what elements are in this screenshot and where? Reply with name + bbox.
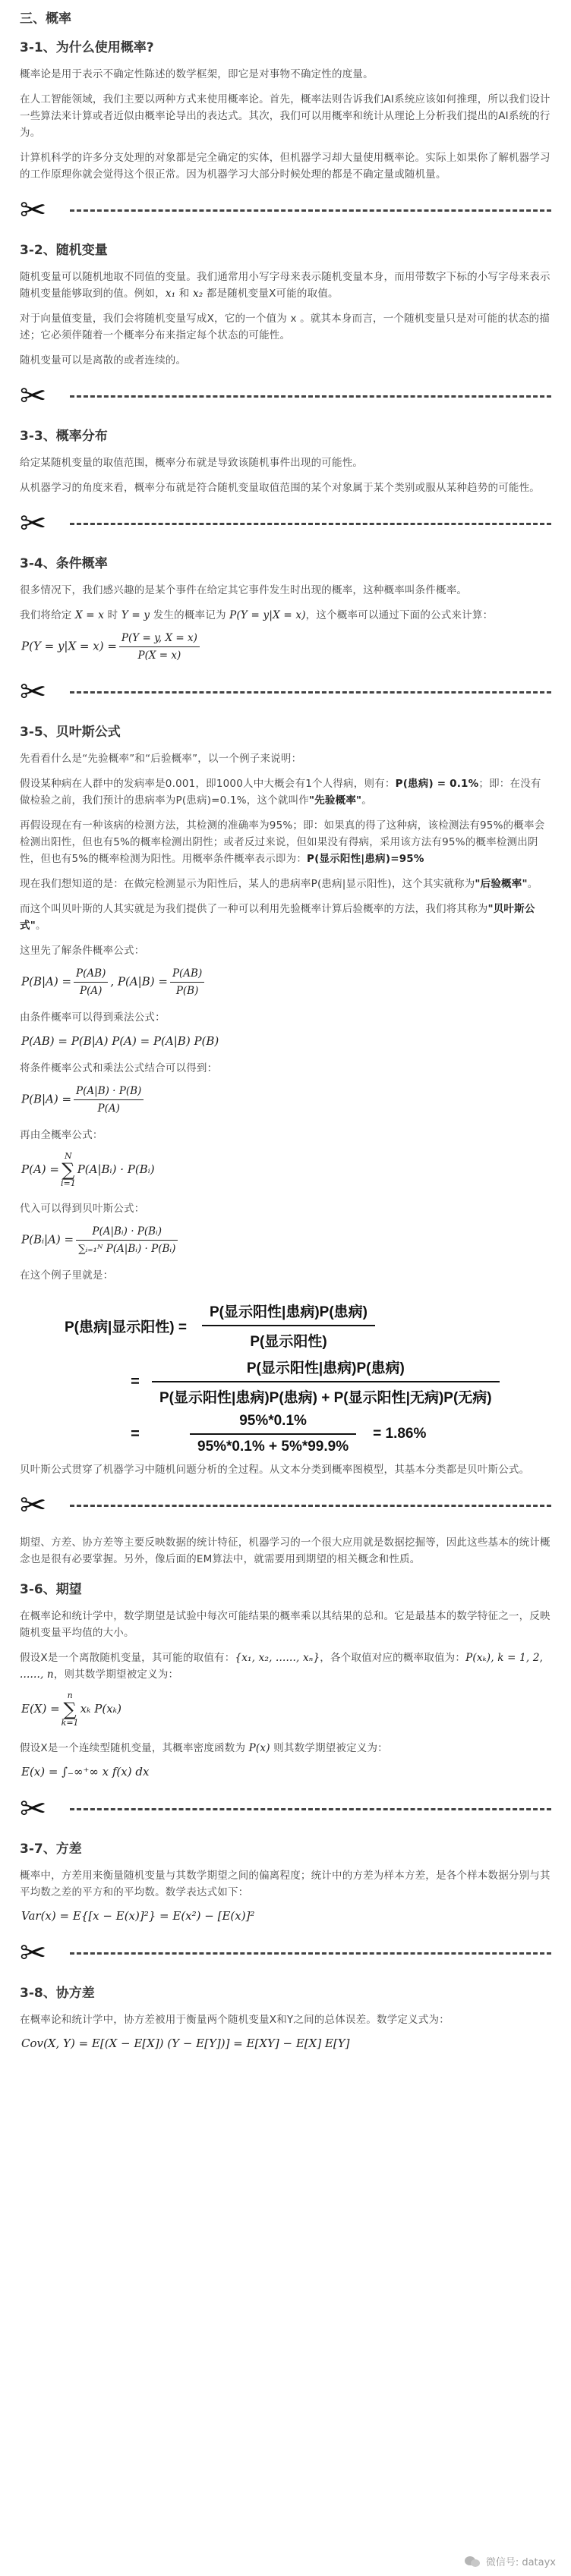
paragraph: 在概率论和统计学中，协方差被用于衡量两个随机变量X和Y之间的总体误差。数学定义式为： bbox=[20, 2014, 450, 2026]
paragraph: 在概率论和统计学中，数学期望是试验中每次可能结果的概率乘以其结果的总和。它是最基本的数学特征之一，反映随机变量平均值的大小。 bbox=[20, 1610, 550, 1639]
denominator: P(B) bbox=[175, 985, 199, 997]
math-set: {x₁, x₂, ......, xₙ} bbox=[235, 1652, 320, 1664]
paragraph bbox=[20, 901, 551, 934]
heading-3-5: 3-5、贝叶斯公式 bbox=[20, 725, 121, 740]
formula-combined bbox=[21, 1085, 551, 1115]
wechat-icon bbox=[465, 2555, 481, 2568]
text-span: 和 bbox=[175, 288, 193, 300]
paragraph: 将条件概率公式和乘法公式结合可以得到： bbox=[20, 1062, 218, 1074]
bayes-lhs: P(患病|显示阳性) = bbox=[64, 1319, 187, 1335]
paragraph: 给定某随机变量的取值范围，概率分布就是导致该随机事件出现的可能性。 bbox=[20, 457, 364, 469]
scissor-divider bbox=[20, 505, 551, 542]
scissor-divider bbox=[20, 1487, 551, 1524]
text-span: 假设某种病在人群中的发病率是0.001，即1000人中大概会有1个人得病，则有： bbox=[20, 778, 396, 790]
bayes-row bbox=[20, 1413, 551, 1455]
scissors-icon: ✂ bbox=[20, 191, 47, 228]
formula-multiplication: P(AB) = P(B|A) P(A) = P(A|B) P(B) bbox=[21, 1034, 219, 1048]
scissors-icon: ✂ bbox=[20, 1790, 47, 1827]
bold-span: "后验概率" bbox=[475, 878, 528, 890]
formula-rhs: xₖ P(xₖ) bbox=[80, 1702, 121, 1716]
text-span: ；即：在没有做检验之前，我们预计的患病率为P(患病)=0.1%，这个就叫作 bbox=[20, 778, 541, 807]
sum-upper: N bbox=[65, 1151, 72, 1161]
dashed-line bbox=[70, 395, 551, 398]
dashed-line bbox=[70, 1505, 551, 1507]
fraction bbox=[119, 632, 200, 662]
paragraph bbox=[20, 1650, 551, 1683]
text-span: 发生的概率记为 bbox=[150, 609, 230, 621]
formula-lhs: P(B|A) = bbox=[21, 1092, 72, 1106]
denominator: 95%*0.1% + 5%*99.9% bbox=[197, 1439, 349, 1455]
bold-span: "先验概率" bbox=[308, 794, 362, 807]
denominator: P(A) bbox=[80, 985, 103, 997]
text-span: 我们将给定 bbox=[20, 609, 75, 621]
text-span: ，这个概率可以通过下面的公式来计算： bbox=[305, 609, 494, 621]
fraction bbox=[76, 1225, 178, 1255]
formula-lhs: P(Y = y|X = x) = bbox=[21, 639, 117, 653]
denominator: P(显示阳性) bbox=[250, 1334, 327, 1350]
paragraph: 在人工智能领域，我们主要以两种方式来使用概率论。首先，概率法则告诉我们AI系统应该如何推理，所以我们设计一些算法来计算或者近似由概率论导出的表达式。其次，我们可以用概率和统计从理论上分析我们提出的AI系统的行为。 bbox=[20, 93, 550, 139]
bayes-row bbox=[20, 1357, 551, 1407]
denominator: P(显示阳性|患病)P(患病) + P(显示阳性|无病)P(无病) bbox=[159, 1390, 492, 1406]
paragraph: 再由全概率公式： bbox=[20, 1129, 103, 1141]
numerator: P(AB) bbox=[74, 967, 108, 983]
page-title: 三、概率 bbox=[20, 11, 71, 27]
scissor-divider bbox=[20, 674, 551, 710]
paragraph: 概率中，方差用来衡量随机变量与其数学期望之间的偏离程度；统计中的方差为样本方差，是各个样本数据分别与其平均数之差的平方和的平均数。数学表达式如下： bbox=[20, 1870, 550, 1898]
math-x1: x₁ bbox=[165, 288, 176, 300]
heading-3-6: 3-6、期望 bbox=[20, 1582, 82, 1597]
heading-3-1: 3-1、为什么使用概率? bbox=[20, 40, 154, 55]
math-density: P(x) bbox=[248, 1742, 270, 1754]
wechat-watermark bbox=[465, 2554, 556, 2568]
text-span: 现在我们想知道的是：在做完检测显示为阳性后，某人的患病率P(患病|显示阳性)，这个其实就称为 bbox=[20, 878, 475, 890]
fraction bbox=[74, 1085, 144, 1115]
scissor-divider bbox=[20, 378, 551, 414]
dashed-line bbox=[70, 691, 551, 694]
scissors-icon: ✂ bbox=[20, 1486, 47, 1524]
text-span: 假设X是一个连续型随机变量，其概率密度函数为 bbox=[20, 1742, 249, 1754]
formula-lhs: P(B|A) = bbox=[21, 974, 72, 989]
formula-variance: Var(x) = E{[x − E(x)]²} = E(x²) − [E(x)]² bbox=[21, 1909, 255, 1923]
text-span: ，则其数学期望被定义为： bbox=[53, 1669, 179, 1681]
math-x: X = x bbox=[75, 609, 105, 621]
heading-3-7: 3-7、方差 bbox=[20, 1842, 82, 1857]
paragraph: 贝叶斯公式贯穿了机器学习中随机问题分析的全过程。从文本分类到概率图模型，其基本分类都是贝叶斯公式。 bbox=[20, 1464, 530, 1476]
text-span: 。 bbox=[527, 878, 538, 890]
paragraph: 代入可以得到贝叶斯公式： bbox=[20, 1203, 145, 1215]
dashed-line bbox=[70, 1952, 551, 1955]
paragraph: 先看看什么是“先验概率”和“后验概率”，以一个例子来说明： bbox=[20, 753, 302, 765]
heading-3-3: 3-3、概率分布 bbox=[20, 429, 108, 444]
heading-3-8: 3-8、协方差 bbox=[20, 1986, 95, 2001]
numerator: P(A|Bᵢ) · P(Bᵢ) bbox=[76, 1225, 178, 1241]
numerator: P(显示阳性|患病)P(患病) bbox=[152, 1357, 500, 1382]
scissors-icon: ✂ bbox=[20, 1934, 47, 1971]
paragraph bbox=[20, 876, 551, 892]
fraction bbox=[74, 967, 108, 997]
sum-symbol: ∑ bbox=[62, 1159, 75, 1181]
numerator: P(Y = y, X = x) bbox=[119, 632, 200, 647]
numerator: P(A|B) · P(B) bbox=[74, 1085, 144, 1100]
text-span: 再假设现在有一种该病的检测方法，其检测的准确率为95%；即：如果真的得了这种病，该检测法有95%的概率会检测出阳性，但也有5%的概率检测出阴性；或者反过来说，但如果没有得病，采用该方法有95%的概率检测出阴性，但也有5%的概率检测为阳性。用概率条件概率表示即为： bbox=[20, 819, 545, 865]
paragraph: 计算机科学的许多分支处理的对象都是完全确定的实体，但机器学习却大量使用概率论。实际上如果你了解机器学习的工作原理你就会觉得这个很正常。因为机器学习大部分时候处理的都是不确定量或随机量。 bbox=[20, 152, 550, 181]
bold-span: "贝叶斯公式" bbox=[20, 903, 535, 932]
fraction bbox=[152, 1357, 500, 1407]
paragraph: 对于向量值变量，我们会将随机变量写成X，它的一个值为 x 。就其本身而言，一个随机变量只是对可能的状态的描述；它必须伴随着一个概率分布来指定每个状态的可能性。 bbox=[20, 313, 550, 341]
formula-bayes bbox=[21, 1225, 551, 1255]
formula-lhs: P(A) = bbox=[21, 1162, 59, 1176]
formula-rhs: P(A|Bᵢ) · P(Bᵢ) bbox=[77, 1162, 155, 1176]
text-span: 假设X是一个离散随机变量，其可能的取值有： bbox=[20, 1652, 235, 1664]
text-span: 。 bbox=[361, 794, 372, 807]
sum-symbol: ∑ bbox=[63, 1699, 77, 1720]
bayes-result: = 1.86% bbox=[373, 1426, 427, 1442]
scissors-icon: ✂ bbox=[20, 673, 47, 710]
text-span: 都是随机变量X可能的取值。 bbox=[203, 288, 339, 300]
bold-span: P(显示阳性|患病)=95% bbox=[307, 853, 424, 865]
denominator: P(A) bbox=[97, 1102, 120, 1115]
formula-conditional-probability bbox=[21, 632, 551, 662]
math-prob: P(xₖ), k = 1, 2, ......, n bbox=[20, 1652, 544, 1681]
paragraph bbox=[20, 775, 551, 809]
heading-3-2: 3-2、随机变量 bbox=[20, 243, 108, 258]
dashed-line bbox=[70, 1808, 551, 1810]
fraction bbox=[202, 1301, 375, 1351]
text-span: 随机变量可以随机地取不同值的变量。我们通常用小写字母来表示随机变量本身，而用带数字下标的小写字母来表示随机变量能够取到的值。例如， bbox=[20, 271, 550, 300]
sum-operator bbox=[62, 1691, 79, 1728]
scissors-icon: ✂ bbox=[20, 377, 47, 414]
paragraph: 由条件概率可以得到乘法公式： bbox=[20, 1011, 166, 1024]
equals-sign: = bbox=[131, 1373, 140, 1390]
text-span: 而这个叫贝叶斯的人其实就是为我们提供了一种可以利用先验概率计算后验概率的方法，我们将其称为 bbox=[20, 903, 488, 915]
formula-conditional bbox=[21, 967, 551, 997]
scissor-divider bbox=[20, 1791, 551, 1827]
paragraph: 这里先了解条件概率公式： bbox=[20, 945, 145, 957]
formula-total-probability bbox=[21, 1152, 551, 1188]
numerator: P(AB) bbox=[170, 967, 204, 983]
math-conditional: P(Y = y|X = x) bbox=[229, 609, 306, 621]
text-span: 则其数学期望被定义为： bbox=[270, 1742, 388, 1754]
math-x2: x₂ bbox=[192, 288, 203, 300]
sum-lower: i=1 bbox=[60, 1178, 76, 1188]
scissors-icon: ✂ bbox=[20, 505, 47, 542]
denominator: P(X = x) bbox=[137, 650, 181, 662]
sum-upper: n bbox=[67, 1691, 73, 1700]
text-span: 时 bbox=[104, 609, 121, 621]
scissor-divider bbox=[20, 1935, 551, 1971]
paragraph bbox=[20, 817, 551, 867]
equals-sign: = bbox=[131, 1425, 140, 1442]
formula-expectation-continuous: E(x) = ∫₋∞⁺∞ x f(x) dx bbox=[21, 1765, 150, 1779]
watermark-text: 微信号: datayx bbox=[485, 2557, 556, 2568]
sum-lower: k=1 bbox=[61, 1718, 79, 1728]
bayes-example bbox=[20, 1301, 551, 1455]
numerator: 95%*0.1% bbox=[190, 1413, 356, 1435]
paragraph: 从机器学习的角度来看，概率分布就是符合随机变量取值范围的某个对象属于某个类别或服从某种趋势的可能性。 bbox=[20, 482, 540, 494]
scissor-divider bbox=[20, 192, 551, 228]
paragraph: 期望、方差、协方差等主要反映数据的统计特征，机器学习的一个很大应用就是数据挖掘等，因此这些基本的统计概念也是很有必要掌握。另外，像后面的EM算法中，就需要用到期望的相关概念和性质。 bbox=[20, 1536, 550, 1565]
paragraph: 在这个例子里就是： bbox=[20, 1269, 114, 1282]
bold-span: P(患病) = 0.1% bbox=[395, 778, 479, 790]
paragraph bbox=[20, 1740, 551, 1757]
text-span: 。 bbox=[35, 920, 46, 932]
paragraph: 很多情况下，我们感兴趣的是某个事件在给定其它事件发生时出现的概率，这种概率叫条件概率。 bbox=[20, 584, 468, 596]
formula-lhs: E(X) = bbox=[21, 1702, 60, 1716]
dashed-line bbox=[70, 209, 551, 212]
formula-part: , P(A|B) = bbox=[110, 974, 168, 989]
paragraph: 随机变量可以是离散的或者连续的。 bbox=[20, 354, 187, 366]
heading-3-4: 3-4、条件概率 bbox=[20, 556, 108, 571]
formula-expectation-discrete bbox=[21, 1691, 551, 1728]
fraction bbox=[170, 967, 204, 997]
paragraph bbox=[20, 607, 551, 624]
sum-operator bbox=[61, 1152, 76, 1188]
denominator: ∑ᵢ₌₁ᴺ P(A|Bᵢ) · P(Bᵢ) bbox=[78, 1243, 176, 1255]
math-y: Y = y bbox=[121, 609, 150, 621]
bayes-row bbox=[20, 1301, 551, 1351]
numerator: P(显示阳性|患病)P(患病) bbox=[202, 1301, 375, 1326]
text-span: ，各个取值对应的概率取值为： bbox=[320, 1652, 466, 1664]
formula-lhs: P(Bᵢ|A) = bbox=[21, 1232, 74, 1247]
paragraph bbox=[20, 269, 551, 302]
paragraph: 概率论是用于表示不确定性陈述的数学框架，即它是对事物不确定性的度量。 bbox=[20, 68, 374, 80]
fraction bbox=[190, 1413, 356, 1455]
formula-covariance: Cov(X, Y) = E[(X − E[X]) (Y − E[Y])] = E[XY] − E[X] E[Y] bbox=[21, 2037, 350, 2050]
dashed-line bbox=[70, 523, 551, 525]
